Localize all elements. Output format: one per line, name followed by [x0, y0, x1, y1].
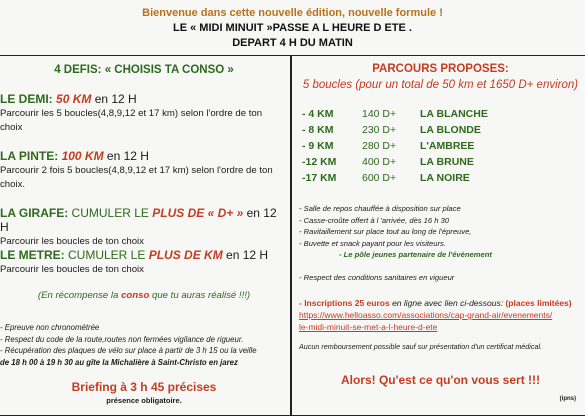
- service-line: - Salle de repos chauffée à disposition sur place: [299, 204, 461, 213]
- defi-detail: PLUS DE « D+ »: [152, 206, 244, 220]
- defi-mid: CUMULER LE: [64, 248, 149, 262]
- defis-panel: [0, 55, 291, 416]
- rules-notes: [0, 322, 288, 368]
- note-line: - Epreuve non chronométrée: [0, 323, 100, 332]
- service-line: - Ravitaillement sur place tout au long de l'épreuve,: [299, 227, 472, 236]
- registration-price: - Inscriptions 25 euros: [299, 298, 390, 308]
- defi-detail: 50 KM: [56, 92, 92, 106]
- defi-desc: Parcourir les boucles de ton choix: [0, 264, 144, 275]
- course-name: LA BLONDE: [420, 124, 481, 136]
- course-name: LA NOIRE: [420, 172, 470, 184]
- defi-detail: 100 KM: [61, 149, 104, 163]
- defi-desc: Parcourir 2 fois 5 boucles(4,8,9,12 et 17 km) selon l'ordre de ton choix.: [0, 165, 273, 190]
- registration-link-cont[interactable]: le-midi-minuit-se-met-a-l-heure-d-ete: [299, 322, 438, 332]
- service-line: - Buvette et snack payant pour les visiteurs.: [299, 238, 446, 248]
- note-line: de 18 h 00 à 19 h 30 au gîte la Michalière à Saint-Christo en jarez: [0, 357, 238, 367]
- defi-mid: CUMULER LE: [68, 206, 153, 220]
- parcours-panel: [291, 55, 585, 416]
- defi-suffix: en 12 H: [103, 149, 149, 163]
- registration-text: en ligne avec lien ci-dessous:: [389, 298, 506, 308]
- defi-desc: Parcourir les 5 boucles(4,8,9,12 et 17 km) selon l'ordre de ton choix: [0, 108, 263, 133]
- note-line: - Récupération des plaques de vélo sur place à partir de 3 h 15 ou la veille: [0, 346, 257, 355]
- defi-demi: [0, 92, 286, 135]
- parcours-subtitle: 5 boucles (pour un total de 50 km et 1650 D+ environ): [302, 79, 579, 91]
- limited-places: (places limitées): [505, 298, 572, 308]
- course-elevation: 400 D+: [362, 156, 397, 168]
- welcome-line: Bienvenue dans cette nouvelle édition, nouvelle formule !: [142, 7, 443, 19]
- defi-name: LE METRE:: [0, 248, 65, 262]
- defi-metre: [0, 248, 286, 277]
- defi-detail: PLUS DE KM: [148, 248, 223, 262]
- closing-line: Alors! Qu'est ce qu'on vous sert !!!: [340, 373, 541, 387]
- pole-jeunes-note: - Le pôle jeunes partenaire de l'évènement: [339, 250, 492, 259]
- registration-link[interactable]: https://www.helloasso.com/associations/cap-grand-air/evenements/: [299, 310, 553, 320]
- services-list: [299, 203, 583, 261]
- note-line: - Respect du code de la route,routes non fermées vigilance de rigueur.: [0, 334, 244, 344]
- defi-girafe: [0, 206, 286, 249]
- defi-suffix: en 12 H: [91, 92, 137, 106]
- course-elevation: 230 D+: [362, 124, 397, 136]
- event-title: LE « MIDI MINUIT »PASSE A L HEURE D ETE .: [173, 22, 412, 34]
- defi-pinte: [0, 149, 286, 192]
- defi-suffix: en 12 H: [0, 206, 277, 234]
- ipns-mark: (ipns): [559, 396, 576, 402]
- course-distance: -12 KM: [302, 156, 337, 168]
- course-distance: - 9 KM: [302, 140, 334, 152]
- presence-note: présence obligatoire.: [106, 396, 182, 405]
- course-distance: -17 KM: [302, 172, 337, 184]
- defi-suffix: en 12 H: [222, 248, 269, 262]
- refund-note: Aucun remboursement possible sauf sur présentation d'un certificat médical.: [299, 342, 543, 351]
- course-distance: - 4 KM: [302, 108, 334, 120]
- defi-desc: Parcourir les boucles de ton choix: [0, 236, 144, 247]
- course-elevation: 140 D+: [362, 108, 397, 120]
- service-line: - Casse-croûte offert à l 'arrivée, dès 16 h 30: [299, 215, 450, 225]
- defi-name: LA PINTE:: [0, 149, 59, 163]
- defi-name: LA GIRAFE:: [0, 206, 69, 220]
- registration-block: [299, 297, 583, 333]
- course-name: L'AMBREE: [420, 140, 475, 152]
- course-elevation: 600 D+: [362, 172, 397, 184]
- briefing-time: Briefing à 3 h 45 précises: [71, 380, 217, 394]
- course-elevation: 280 D+: [362, 140, 397, 152]
- recompense-note: (En récompense la conso que tu auras réalisé !!!): [37, 290, 251, 301]
- parcours-title: PARCOURS PROPOSES:: [372, 63, 509, 75]
- defis-title: 4 DEFIS: « CHOISIS TA CONSO »: [54, 64, 234, 76]
- course-name: LA BLANCHE: [420, 108, 488, 120]
- course-name: LA BRUNE: [420, 156, 474, 168]
- defi-name: LE DEMI:: [0, 92, 53, 106]
- sanitary-note: - Respect des conditions sanitaires en vigueur: [299, 273, 455, 282]
- departure-time: DEPART 4 H DU MATIN: [232, 37, 353, 49]
- course-distance: - 8 KM: [302, 124, 334, 136]
